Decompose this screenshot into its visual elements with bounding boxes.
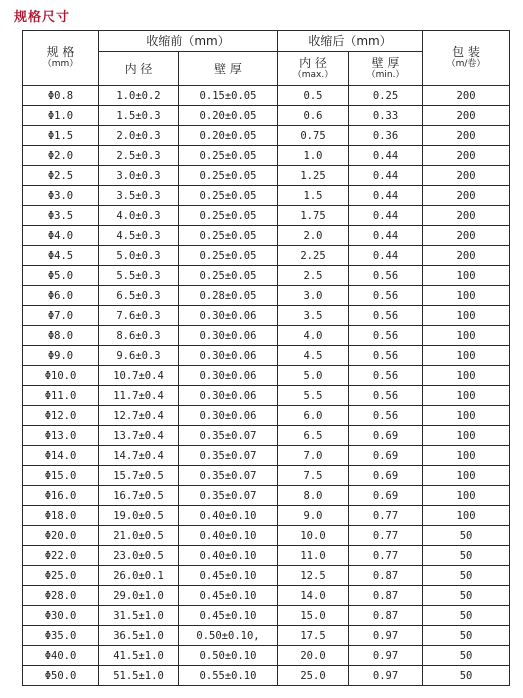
cell-before-id: 16.7±0.5 bbox=[99, 486, 179, 506]
cell-before-wall: 0.45±0.10 bbox=[179, 606, 278, 626]
cell-after-wall: 0.87 bbox=[349, 606, 423, 626]
table-row bbox=[23, 86, 510, 106]
table-row bbox=[23, 546, 510, 566]
cell-spec: Φ6.0 bbox=[23, 286, 99, 306]
cell-pack: 200 bbox=[423, 106, 510, 126]
header-before: 收缩前（mm） bbox=[99, 31, 278, 52]
cell-spec: Φ25.0 bbox=[23, 566, 99, 586]
cell-after-id: 3.0 bbox=[278, 286, 349, 306]
cell-before-wall: 0.25±0.05 bbox=[179, 206, 278, 226]
cell-pack: 50 bbox=[423, 586, 510, 606]
header-before-id: 内 径 bbox=[99, 52, 179, 86]
cell-spec: Φ16.0 bbox=[23, 486, 99, 506]
cell-after-id: 15.0 bbox=[278, 606, 349, 626]
cell-before-wall: 0.15±0.05 bbox=[179, 86, 278, 106]
cell-after-wall: 0.69 bbox=[349, 446, 423, 466]
table-body bbox=[23, 86, 510, 686]
table-row bbox=[23, 506, 510, 526]
cell-pack: 100 bbox=[423, 486, 510, 506]
cell-before-wall: 0.30±0.06 bbox=[179, 386, 278, 406]
cell-pack: 100 bbox=[423, 366, 510, 386]
table-row bbox=[23, 446, 510, 466]
header-spec bbox=[23, 31, 99, 86]
header-spec-label: 规 格 bbox=[46, 45, 75, 59]
cell-pack: 50 bbox=[423, 526, 510, 546]
cell-before-wall: 0.35±0.07 bbox=[179, 486, 278, 506]
cell-before-id: 12.7±0.4 bbox=[99, 406, 179, 426]
section-title: 规格尺寸 bbox=[14, 10, 71, 25]
cell-before-id: 5.0±0.3 bbox=[99, 246, 179, 266]
cell-pack: 50 bbox=[423, 566, 510, 586]
table-row bbox=[23, 666, 510, 686]
cell-after-wall: 0.77 bbox=[349, 506, 423, 526]
cell-after-id: 10.0 bbox=[278, 526, 349, 546]
cell-after-wall: 0.44 bbox=[349, 166, 423, 186]
cell-before-id: 51.5±1.0 bbox=[99, 666, 179, 686]
header-pack-label: 包 装 bbox=[452, 45, 480, 59]
header-pack-unit: （m/卷） bbox=[446, 59, 486, 69]
cell-spec: Φ4.5 bbox=[23, 246, 99, 266]
table-row bbox=[23, 286, 510, 306]
cell-spec: Φ0.8 bbox=[23, 86, 99, 106]
cell-before-id: 36.5±1.0 bbox=[99, 626, 179, 646]
cell-before-id: 1.5±0.3 bbox=[99, 106, 179, 126]
cell-before-id: 21.0±0.5 bbox=[99, 526, 179, 546]
cell-pack: 200 bbox=[423, 246, 510, 266]
cell-pack: 200 bbox=[423, 206, 510, 226]
cell-before-wall: 0.40±0.10 bbox=[179, 546, 278, 566]
header-after-id-label: 内 径 bbox=[299, 55, 327, 70]
table-row bbox=[23, 386, 510, 406]
table-row bbox=[23, 566, 510, 586]
cell-after-id: 9.0 bbox=[278, 506, 349, 526]
cell-after-wall: 0.87 bbox=[349, 586, 423, 606]
cell-after-id: 17.5 bbox=[278, 626, 349, 646]
cell-spec: Φ11.0 bbox=[23, 386, 99, 406]
cell-spec: Φ1.5 bbox=[23, 126, 99, 146]
cell-after-wall: 0.44 bbox=[349, 206, 423, 226]
cell-after-id: 0.75 bbox=[278, 126, 349, 146]
cell-pack: 200 bbox=[423, 226, 510, 246]
cell-after-wall: 0.97 bbox=[349, 646, 423, 666]
cell-before-wall: 0.50±0.10, bbox=[179, 626, 278, 646]
cell-after-id: 0.5 bbox=[278, 86, 349, 106]
cell-spec: Φ12.0 bbox=[23, 406, 99, 426]
cell-spec: Φ2.0 bbox=[23, 146, 99, 166]
cell-before-wall: 0.50±0.10 bbox=[179, 646, 278, 666]
cell-after-id: 7.5 bbox=[278, 466, 349, 486]
cell-after-id: 6.0 bbox=[278, 406, 349, 426]
cell-after-id: 1.25 bbox=[278, 166, 349, 186]
cell-before-id: 26.0±0.1 bbox=[99, 566, 179, 586]
cell-pack: 100 bbox=[423, 346, 510, 366]
table-row bbox=[23, 106, 510, 126]
cell-spec: Φ8.0 bbox=[23, 326, 99, 346]
table-row bbox=[23, 306, 510, 326]
cell-before-wall: 0.30±0.06 bbox=[179, 346, 278, 366]
cell-after-wall: 0.97 bbox=[349, 626, 423, 646]
cell-spec: Φ10.0 bbox=[23, 366, 99, 386]
cell-after-wall: 0.25 bbox=[349, 86, 423, 106]
cell-before-wall: 0.20±0.05 bbox=[179, 106, 278, 126]
cell-after-wall: 0.44 bbox=[349, 146, 423, 166]
table-row bbox=[23, 246, 510, 266]
cell-before-wall: 0.25±0.05 bbox=[179, 246, 278, 266]
cell-after-wall: 0.87 bbox=[349, 566, 423, 586]
cell-pack: 100 bbox=[423, 466, 510, 486]
cell-after-id: 7.0 bbox=[278, 446, 349, 466]
cell-pack: 200 bbox=[423, 126, 510, 146]
cell-pack: 200 bbox=[423, 146, 510, 166]
cell-before-wall: 0.40±0.10 bbox=[179, 506, 278, 526]
cell-pack: 100 bbox=[423, 286, 510, 306]
header-after-id bbox=[278, 52, 349, 86]
cell-after-wall: 0.44 bbox=[349, 226, 423, 246]
cell-after-wall: 0.56 bbox=[349, 266, 423, 286]
cell-pack: 100 bbox=[423, 266, 510, 286]
cell-pack: 100 bbox=[423, 306, 510, 326]
cell-before-id: 2.0±0.3 bbox=[99, 126, 179, 146]
cell-before-id: 14.7±0.4 bbox=[99, 446, 179, 466]
cell-spec: Φ30.0 bbox=[23, 606, 99, 626]
header-spec-unit: （mm） bbox=[42, 59, 79, 69]
cell-after-wall: 0.56 bbox=[349, 346, 423, 366]
cell-before-id: 1.0±0.2 bbox=[99, 86, 179, 106]
table-row bbox=[23, 406, 510, 426]
cell-before-id: 19.0±0.5 bbox=[99, 506, 179, 526]
cell-before-wall: 0.30±0.06 bbox=[179, 366, 278, 386]
cell-after-wall: 0.69 bbox=[349, 426, 423, 446]
cell-after-id: 6.5 bbox=[278, 426, 349, 446]
cell-after-id: 12.5 bbox=[278, 566, 349, 586]
cell-spec: Φ18.0 bbox=[23, 506, 99, 526]
cell-before-id: 6.5±0.3 bbox=[99, 286, 179, 306]
cell-after-wall: 0.69 bbox=[349, 486, 423, 506]
cell-after-wall: 0.56 bbox=[349, 366, 423, 386]
table-row bbox=[23, 526, 510, 546]
cell-before-id: 13.7±0.4 bbox=[99, 426, 179, 446]
cell-after-id: 5.5 bbox=[278, 386, 349, 406]
cell-before-id: 3.5±0.3 bbox=[99, 186, 179, 206]
cell-after-wall: 0.69 bbox=[349, 466, 423, 486]
cell-before-id: 9.6±0.3 bbox=[99, 346, 179, 366]
cell-before-wall: 0.20±0.05 bbox=[179, 126, 278, 146]
cell-after-id: 4.5 bbox=[278, 346, 349, 366]
cell-after-wall: 0.56 bbox=[349, 326, 423, 346]
cell-spec: Φ1.0 bbox=[23, 106, 99, 126]
cell-before-wall: 0.25±0.05 bbox=[179, 186, 278, 206]
table-row bbox=[23, 206, 510, 226]
cell-pack: 100 bbox=[423, 326, 510, 346]
table-row bbox=[23, 426, 510, 446]
cell-pack: 100 bbox=[423, 386, 510, 406]
table-row bbox=[23, 146, 510, 166]
table-row bbox=[23, 486, 510, 506]
table-row bbox=[23, 266, 510, 286]
cell-before-id: 5.5±0.3 bbox=[99, 266, 179, 286]
cell-spec: Φ50.0 bbox=[23, 666, 99, 686]
cell-pack: 200 bbox=[423, 186, 510, 206]
header-after-id-sub: （max.） bbox=[292, 69, 334, 80]
cell-after-id: 4.0 bbox=[278, 326, 349, 346]
cell-spec: Φ4.0 bbox=[23, 226, 99, 246]
cell-after-wall: 0.56 bbox=[349, 406, 423, 426]
cell-spec: Φ28.0 bbox=[23, 586, 99, 606]
cell-pack: 50 bbox=[423, 546, 510, 566]
cell-before-id: 23.0±0.5 bbox=[99, 546, 179, 566]
cell-before-id: 11.7±0.4 bbox=[99, 386, 179, 406]
table-row bbox=[23, 606, 510, 626]
table-row bbox=[23, 326, 510, 346]
cell-before-wall: 0.35±0.07 bbox=[179, 426, 278, 446]
cell-pack: 200 bbox=[423, 166, 510, 186]
cell-before-wall: 0.45±0.10 bbox=[179, 566, 278, 586]
cell-after-id: 2.25 bbox=[278, 246, 349, 266]
cell-before-id: 29.0±1.0 bbox=[99, 586, 179, 606]
cell-spec: Φ7.0 bbox=[23, 306, 99, 326]
cell-spec: Φ9.0 bbox=[23, 346, 99, 366]
cell-before-wall: 0.35±0.07 bbox=[179, 466, 278, 486]
cell-pack: 100 bbox=[423, 506, 510, 526]
cell-spec: Φ35.0 bbox=[23, 626, 99, 646]
cell-after-id: 3.5 bbox=[278, 306, 349, 326]
cell-before-id: 3.0±0.3 bbox=[99, 166, 179, 186]
cell-before-wall: 0.25±0.05 bbox=[179, 166, 278, 186]
table-row bbox=[23, 166, 510, 186]
cell-before-id: 10.7±0.4 bbox=[99, 366, 179, 386]
cell-after-id: 25.0 bbox=[278, 666, 349, 686]
cell-before-wall: 0.45±0.10 bbox=[179, 586, 278, 606]
cell-spec: Φ3.5 bbox=[23, 206, 99, 226]
cell-after-id: 5.0 bbox=[278, 366, 349, 386]
cell-pack: 100 bbox=[423, 406, 510, 426]
table-row bbox=[23, 646, 510, 666]
cell-before-wall: 0.55±0.10 bbox=[179, 666, 278, 686]
cell-spec: Φ15.0 bbox=[23, 466, 99, 486]
table-row bbox=[23, 366, 510, 386]
cell-before-wall: 0.28±0.05 bbox=[179, 286, 278, 306]
cell-before-wall: 0.30±0.06 bbox=[179, 306, 278, 326]
cell-after-wall: 0.36 bbox=[349, 126, 423, 146]
cell-after-id: 14.0 bbox=[278, 586, 349, 606]
cell-pack: 100 bbox=[423, 446, 510, 466]
cell-before-wall: 0.30±0.06 bbox=[179, 406, 278, 426]
cell-before-wall: 0.35±0.07 bbox=[179, 446, 278, 466]
cell-before-id: 31.5±1.0 bbox=[99, 606, 179, 626]
cell-after-id: 2.5 bbox=[278, 266, 349, 286]
header-before-wall: 壁 厚 bbox=[179, 52, 278, 86]
cell-spec: Φ40.0 bbox=[23, 646, 99, 666]
header-after: 收缩后（mm） bbox=[278, 31, 423, 52]
table-row bbox=[23, 346, 510, 366]
cell-after-id: 0.6 bbox=[278, 106, 349, 126]
cell-after-id: 1.0 bbox=[278, 146, 349, 166]
cell-after-id: 1.5 bbox=[278, 186, 349, 206]
cell-spec: Φ13.0 bbox=[23, 426, 99, 446]
cell-after-wall: 0.77 bbox=[349, 526, 423, 546]
cell-before-id: 41.5±1.0 bbox=[99, 646, 179, 666]
table-row bbox=[23, 186, 510, 206]
table-row bbox=[23, 466, 510, 486]
cell-spec: Φ5.0 bbox=[23, 266, 99, 286]
cell-before-id: 2.5±0.3 bbox=[99, 146, 179, 166]
cell-pack: 50 bbox=[423, 646, 510, 666]
cell-spec: Φ22.0 bbox=[23, 546, 99, 566]
spec-table bbox=[22, 30, 510, 686]
cell-before-wall: 0.25±0.05 bbox=[179, 226, 278, 246]
cell-spec: Φ20.0 bbox=[23, 526, 99, 546]
cell-before-id: 4.5±0.3 bbox=[99, 226, 179, 246]
cell-after-wall: 0.56 bbox=[349, 306, 423, 326]
cell-before-wall: 0.40±0.10 bbox=[179, 526, 278, 546]
header-after-wall bbox=[349, 52, 423, 86]
cell-after-wall: 0.44 bbox=[349, 246, 423, 266]
table-row bbox=[23, 586, 510, 606]
cell-before-id: 8.6±0.3 bbox=[99, 326, 179, 346]
header-pack bbox=[423, 31, 510, 86]
cell-spec: Φ3.0 bbox=[23, 186, 99, 206]
cell-after-wall: 0.44 bbox=[349, 186, 423, 206]
cell-after-wall: 0.56 bbox=[349, 286, 423, 306]
cell-after-wall: 0.77 bbox=[349, 546, 423, 566]
cell-spec: Φ2.5 bbox=[23, 166, 99, 186]
cell-before-id: 4.0±0.3 bbox=[99, 206, 179, 226]
cell-pack: 50 bbox=[423, 606, 510, 626]
cell-after-wall: 0.56 bbox=[349, 386, 423, 406]
cell-spec: Φ14.0 bbox=[23, 446, 99, 466]
cell-after-wall: 0.33 bbox=[349, 106, 423, 126]
cell-pack: 200 bbox=[423, 86, 510, 106]
cell-after-id: 2.0 bbox=[278, 226, 349, 246]
cell-before-wall: 0.25±0.05 bbox=[179, 266, 278, 286]
cell-pack: 50 bbox=[423, 666, 510, 686]
cell-pack: 100 bbox=[423, 426, 510, 446]
cell-after-id: 8.0 bbox=[278, 486, 349, 506]
header-after-wall-sub: （min.） bbox=[366, 69, 405, 80]
cell-before-id: 7.6±0.3 bbox=[99, 306, 179, 326]
table-row bbox=[23, 126, 510, 146]
cell-before-wall: 0.25±0.05 bbox=[179, 146, 278, 166]
cell-after-id: 11.0 bbox=[278, 546, 349, 566]
cell-before-wall: 0.30±0.06 bbox=[179, 326, 278, 346]
table-row bbox=[23, 626, 510, 646]
cell-after-id: 20.0 bbox=[278, 646, 349, 666]
cell-before-id: 15.7±0.5 bbox=[99, 466, 179, 486]
cell-after-wall: 0.97 bbox=[349, 666, 423, 686]
header-after-wall-label: 壁 厚 bbox=[371, 55, 400, 70]
table-row bbox=[23, 226, 510, 246]
cell-after-id: 1.75 bbox=[278, 206, 349, 226]
cell-pack: 50 bbox=[423, 626, 510, 646]
